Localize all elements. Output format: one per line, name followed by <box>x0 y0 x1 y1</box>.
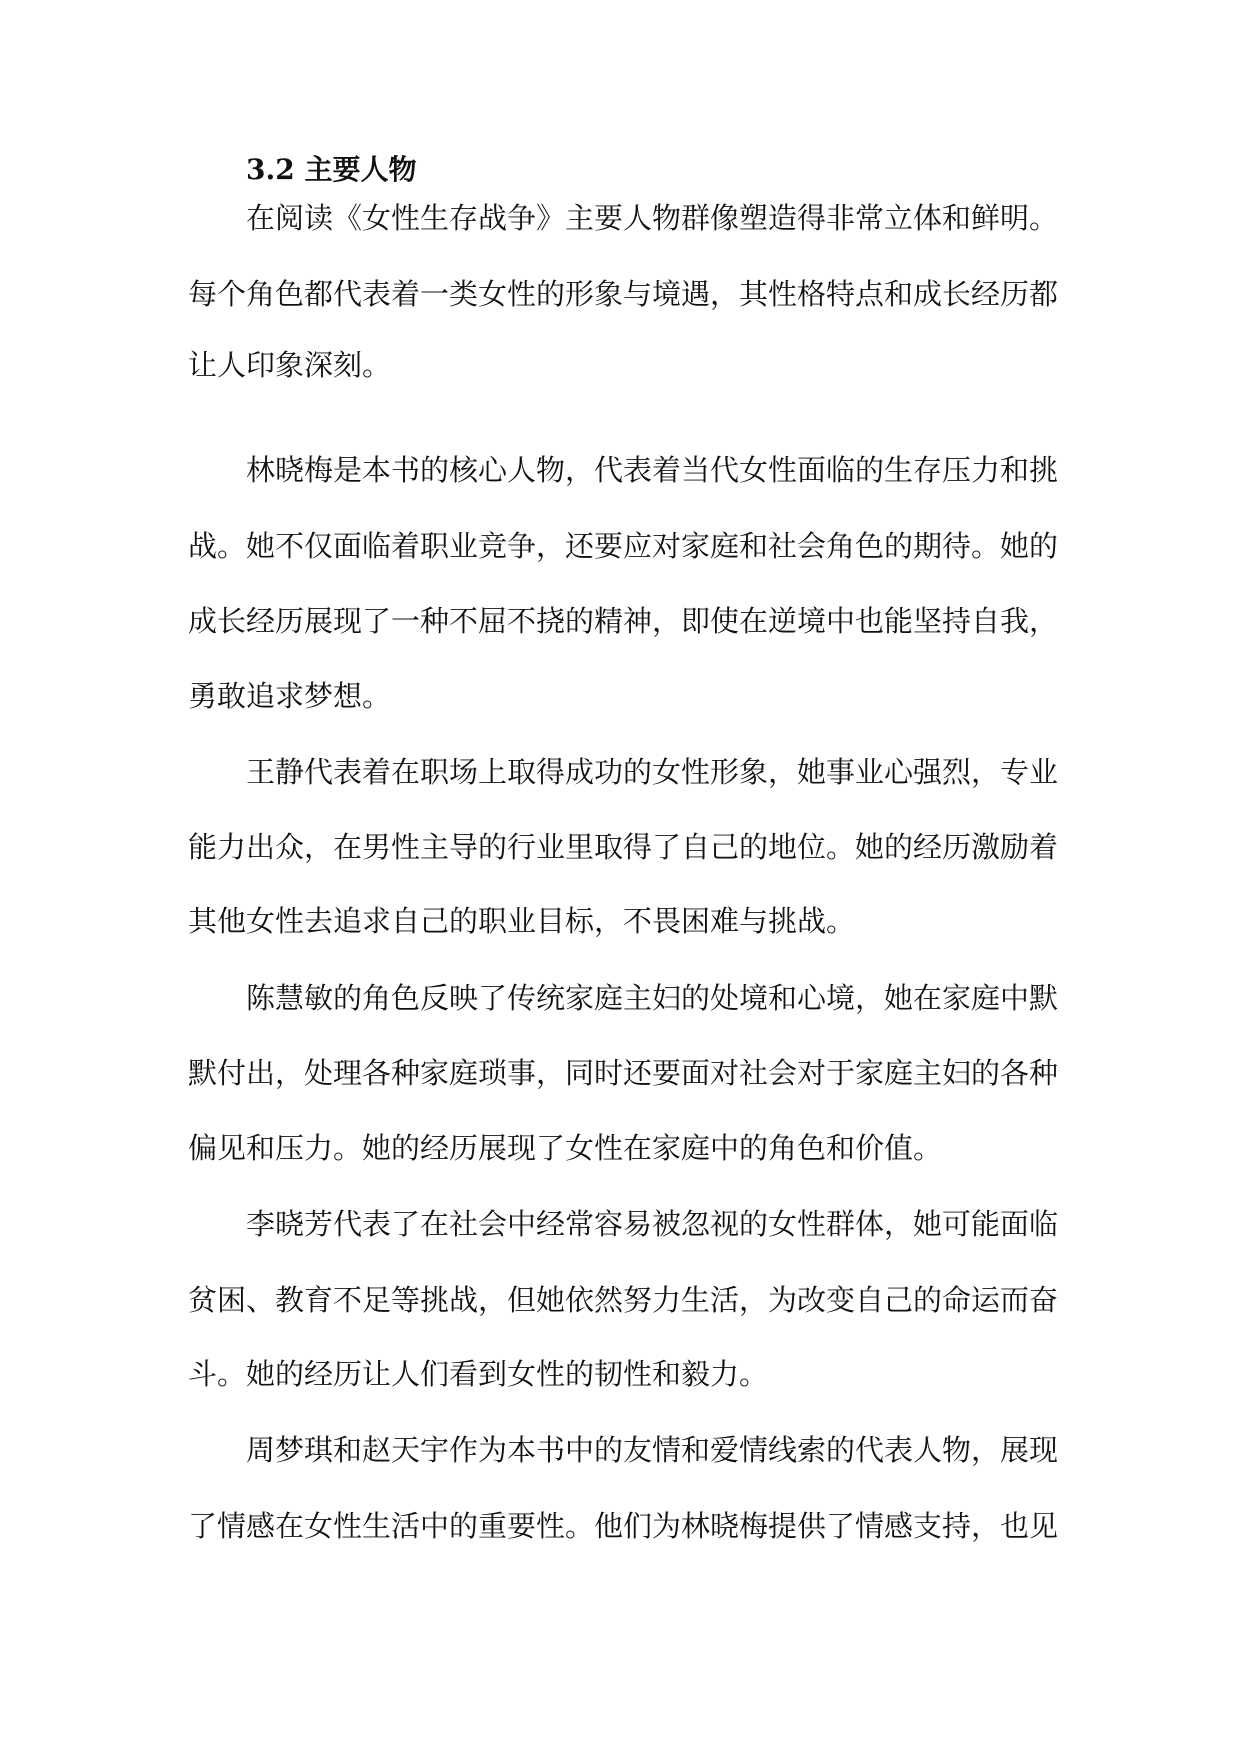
section-heading: 3.2 主要人物 <box>246 153 417 186</box>
paragraph-line: 了情感在女性生活中的重要性。他们为林晓梅提供了情感支持，也见 <box>188 1509 1059 1543</box>
paragraph-line: 成长经历展现了一种不屈不挠的精神，即使在逆境中也能坚持自我， <box>188 604 1059 638</box>
paragraph-line: 林晓梅是本书的核心人物，代表着当代女性面临的生存压力和挑 <box>246 453 1059 487</box>
paragraph-line: 斗。她的经历让人们看到女性的韧性和毅力。 <box>188 1357 769 1391</box>
paragraph-line: 其他女性去追求自己的职业目标，不畏困难与挑战。 <box>188 904 856 938</box>
paragraph-line: 战。她不仅面临着职业竞争，还要应对家庭和社会角色的期待。她的 <box>188 529 1059 563</box>
paragraph-line: 每个角色都代表着一类女性的形象与境遇，其性格特点和成长经历都 <box>188 277 1059 311</box>
paragraph-line: 周梦琪和赵天宇作为本书中的友情和爱情线索的代表人物，展现 <box>246 1433 1059 1467</box>
paragraph-line: 在阅读《女性生存战争》主要人物群像塑造得非常立体和鲜明。 <box>246 201 1059 235</box>
paragraph-line: 能力出众，在男性主导的行业里取得了自己的地位。她的经历激励着 <box>188 830 1059 864</box>
paragraph-line: 默付出，处理各种家庭琐事，同时还要面对社会对于家庭主妇的各种 <box>188 1056 1059 1090</box>
paragraph-line: 偏见和压力。她的经历展现了女性在家庭中的角色和价值。 <box>188 1131 943 1165</box>
paragraph-line: 李晓芳代表了在社会中经常容易被忽视的女性群体，她可能面临 <box>246 1207 1059 1241</box>
paragraph-line: 贫困、教育不足等挑战，但她依然努力生活，为改变自己的命运而奋 <box>188 1283 1059 1317</box>
paragraph-line: 勇敢追求梦想。 <box>188 679 392 713</box>
paragraph-line: 王静代表着在职场上取得成功的女性形象，她事业心强烈，专业 <box>246 755 1059 789</box>
paragraph-line: 让人印象深刻。 <box>188 348 392 382</box>
paragraph-line: 陈慧敏的角色反映了传统家庭主妇的处境和心境，她在家庭中默 <box>246 981 1059 1015</box>
